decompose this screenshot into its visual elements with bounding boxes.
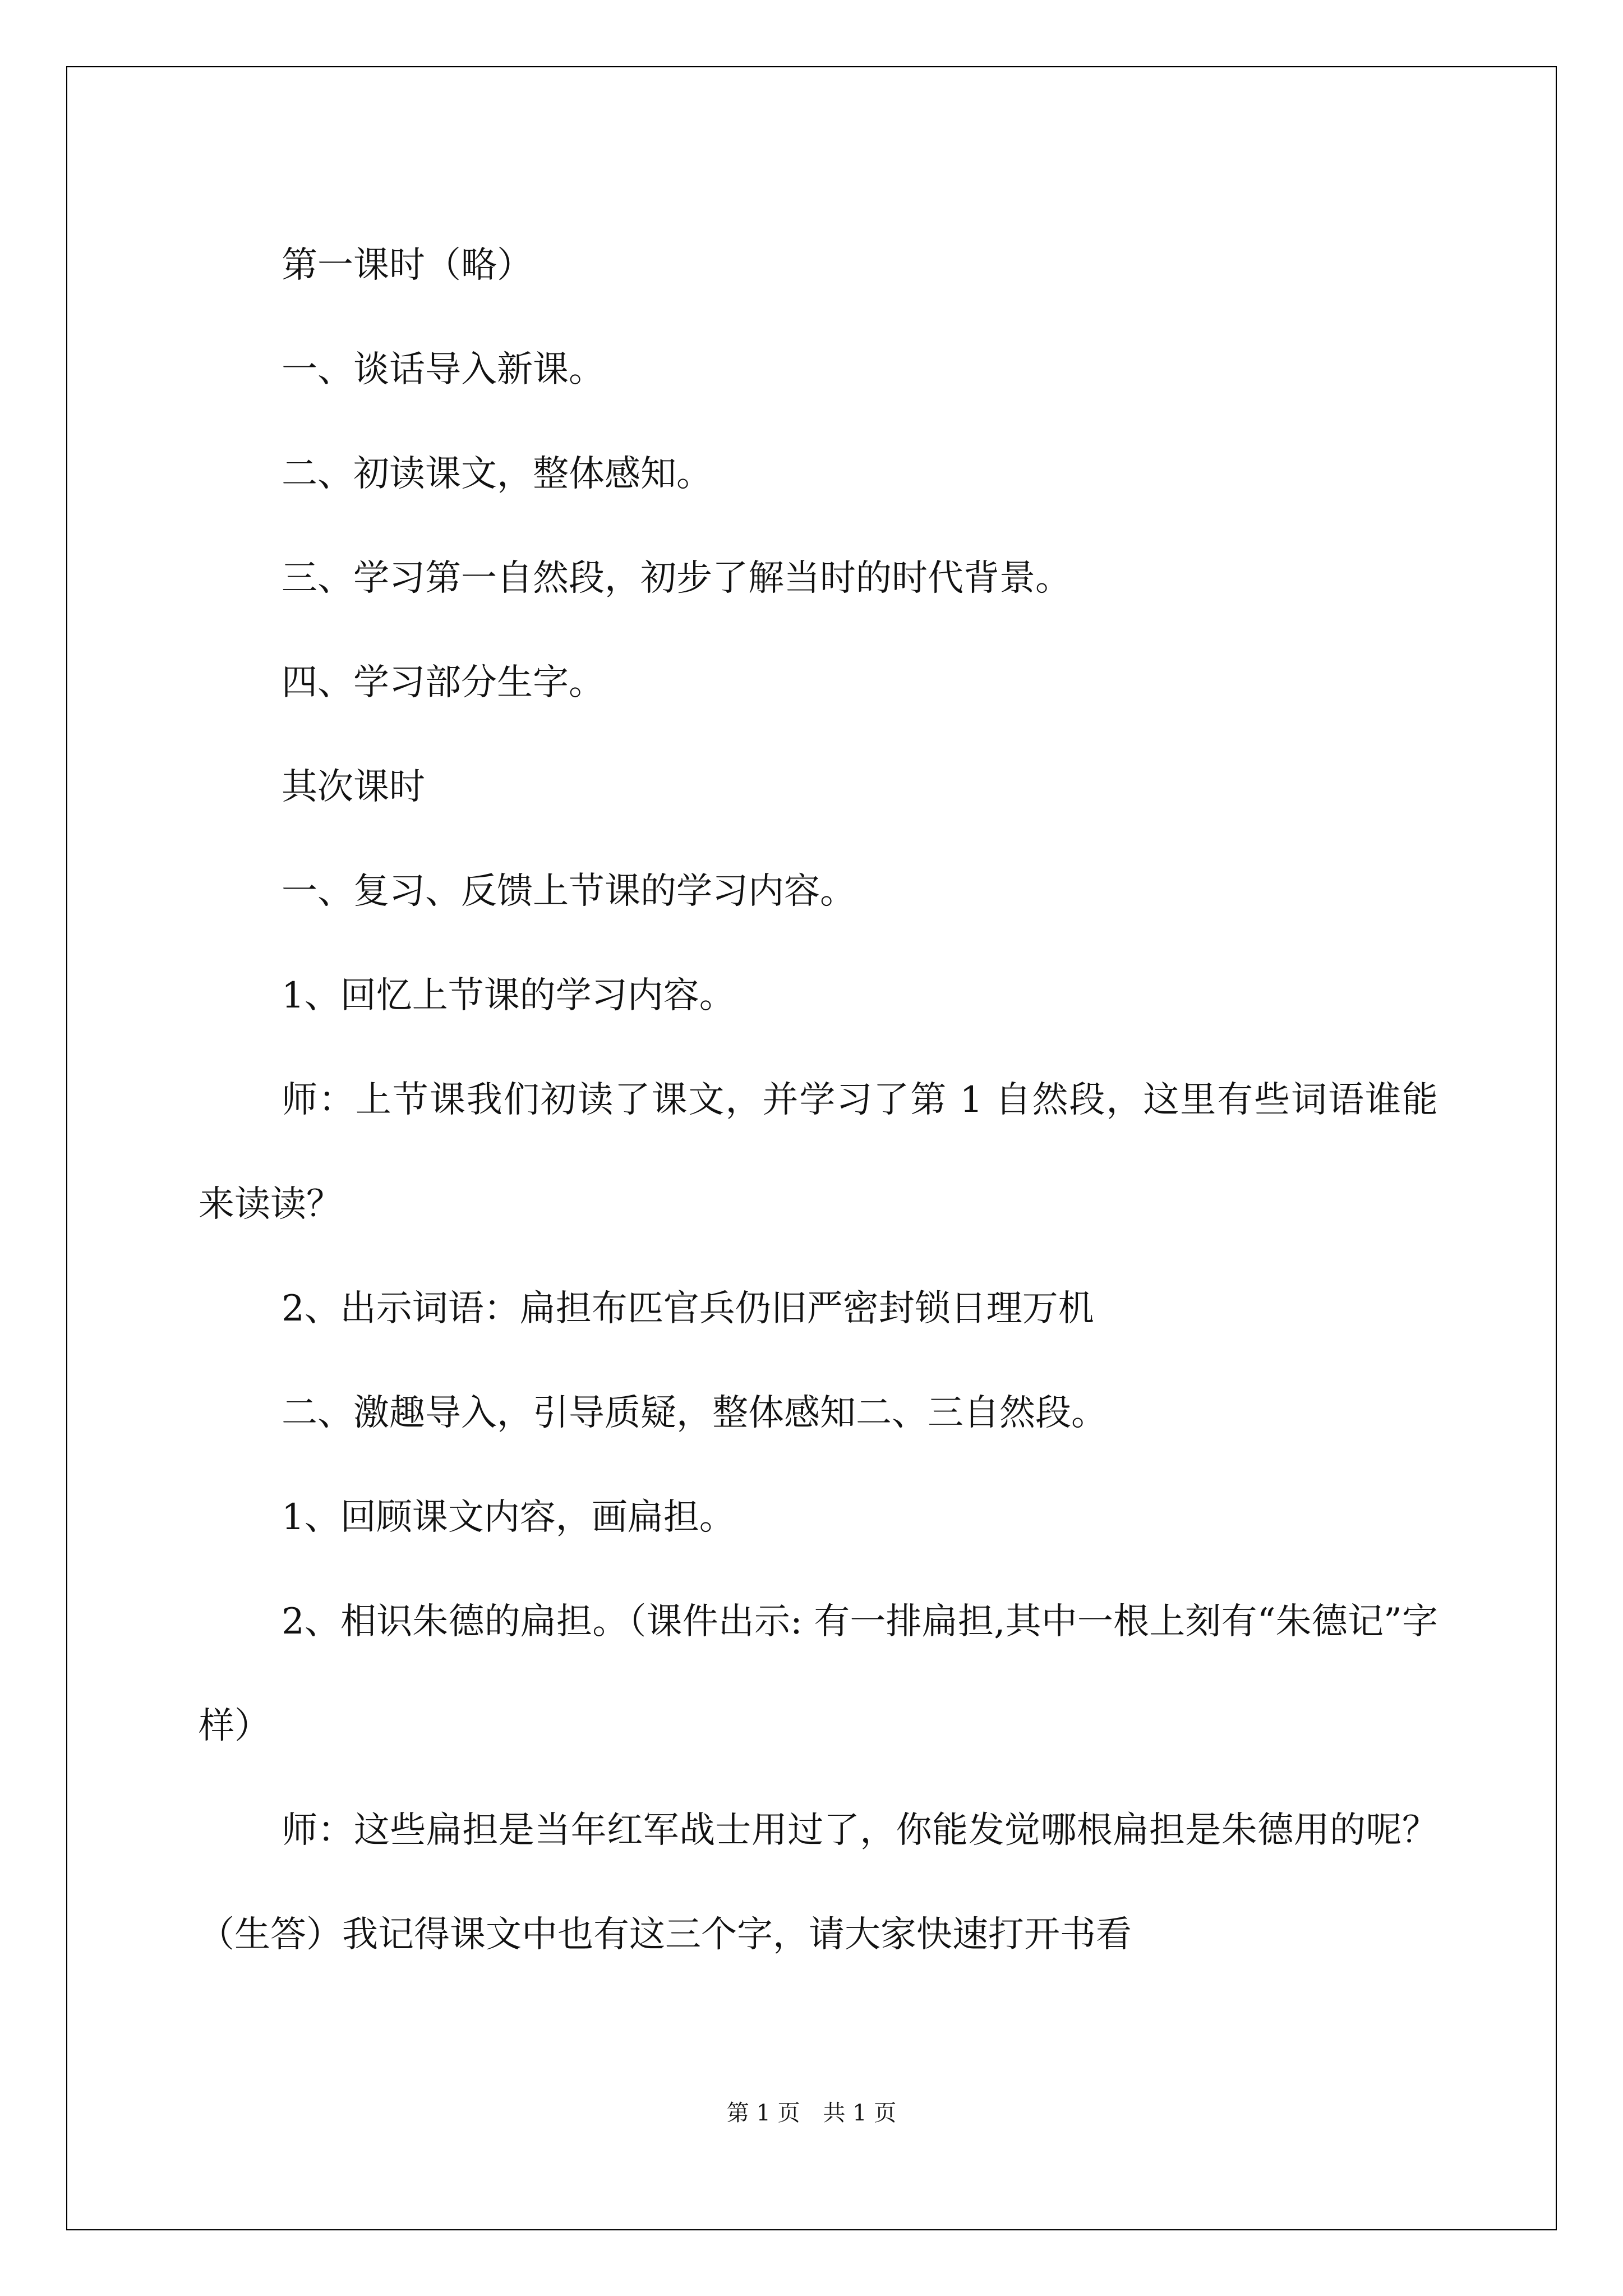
paragraph: 其次课时	[282, 766, 425, 808]
paragraph: 第一课时（略）	[282, 245, 533, 286]
paragraph: 1、回顾课文内容，画扁担。	[282, 1497, 735, 1538]
paragraph: 一、复习、反馈上节课的学习内容。	[282, 871, 856, 912]
paragraph: 2、出示词语：扁担布匹官兵仍旧严密封锁日理万机	[282, 1288, 1094, 1329]
paragraph: 二、初读课文，整体感知。	[282, 453, 712, 495]
document-body	[199, 213, 1438, 1987]
paragraph: 二、激趣导入，引导质疑，整体感知二、三自然段。	[282, 1392, 1107, 1434]
page-total: 共 1 页	[823, 2100, 897, 2126]
paragraph: 2、相识朱德的扁担。（课件出示: 有一排扁担,其中一根上刻有“朱德记”字样）	[199, 1601, 1438, 1747]
paragraph: 1、回忆上节课的学习内容。	[282, 975, 735, 1016]
page-footer	[0, 2095, 1623, 2127]
page-number: 第 1 页	[726, 2100, 800, 2126]
paragraph: 师：上节课我们初读了课文，并学习了第 1 自然段，这里有些词语谁能来读读？	[199, 1079, 1438, 1225]
paragraph: 三、学习第一自然段，初步了解当时的时代背景。	[282, 558, 1071, 599]
paragraph: 师：这些扁担是当年红军战士用过了，你能发觉哪根扁担是朱德用的呢？（生答）我记得课文中也有这三个字，请大家快速打开书看	[199, 1810, 1438, 1955]
paragraph: 一、谈话导入新课。	[282, 349, 605, 390]
paragraph: 四、学习部分生字。	[282, 662, 605, 703]
